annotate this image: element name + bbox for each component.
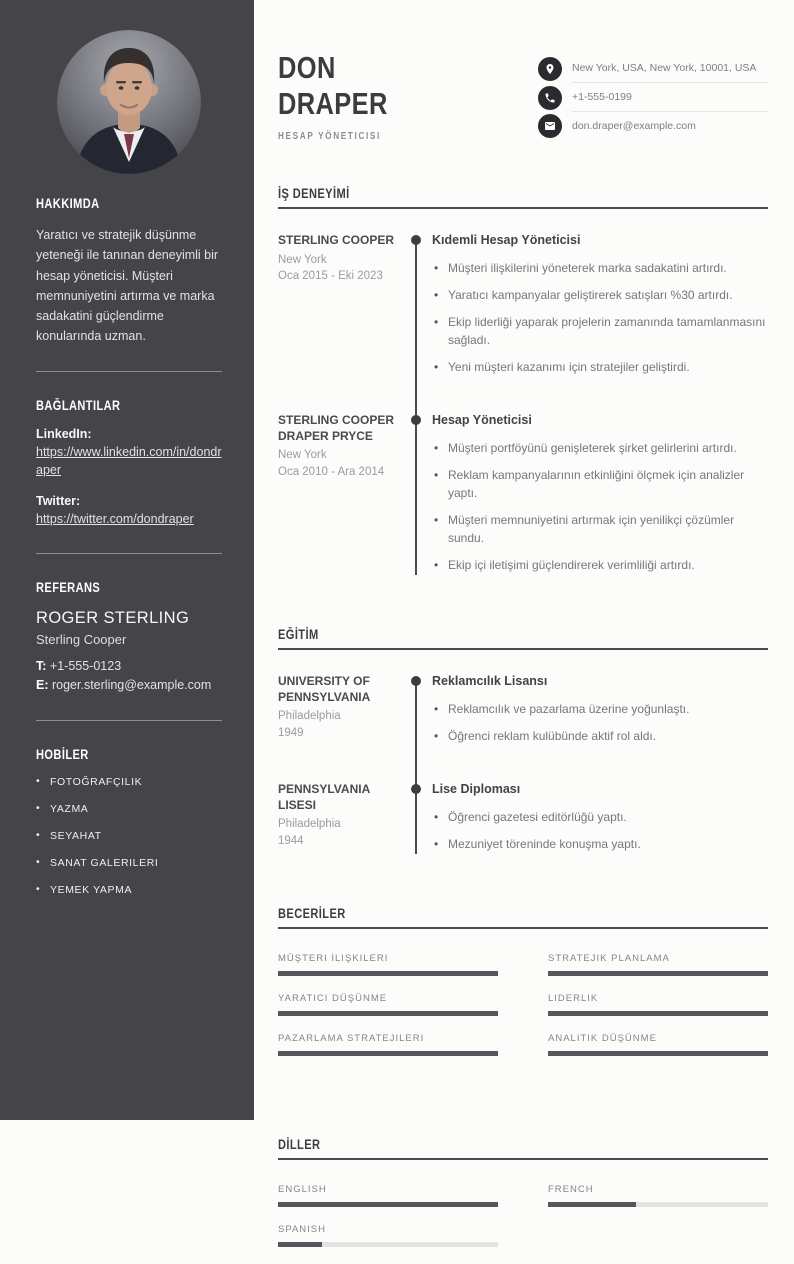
hobby-item: • SEYAHAT (36, 830, 222, 842)
school-name: UNIVERSITY OF PENNSYLVANIA (278, 673, 371, 704)
contact-row-address (538, 54, 768, 83)
language-label: SPANISH (278, 1223, 327, 1235)
skill-bar (278, 971, 498, 976)
envelope-icon (538, 114, 562, 138)
education-entry (278, 674, 768, 782)
languages-heading: DİLLER (278, 1136, 321, 1152)
twitter-link[interactable]: https://twitter.com/dondraper (36, 512, 194, 526)
experience-entry-meta (278, 413, 415, 583)
experience-entry-body (415, 413, 768, 583)
graduation-date: 1944 (278, 834, 304, 847)
bullet: • Yeni müşteri kazanımı için stratejiler geliştirdi. (432, 358, 768, 376)
languages-section (278, 1137, 768, 1264)
degree-title: Lise Diploması (432, 781, 521, 796)
school-location: Philadelphia (278, 818, 341, 831)
experience-entry (278, 413, 768, 583)
education-section (278, 627, 768, 862)
education-entry-body (415, 674, 768, 754)
company-name: STERLING COOPER DRAPER PRYCE (278, 412, 395, 443)
reference-phone (36, 657, 222, 676)
profile-photo (57, 30, 201, 174)
bullet: • Müşteri ilişkilerini yöneterek marka sadakatini artırdı. (432, 259, 768, 277)
education-entry-meta (278, 674, 415, 754)
skills-grid (278, 953, 768, 1073)
language-bar (548, 1202, 768, 1207)
hobby-item: • SANAT GALERILERI (36, 857, 222, 869)
bullet: • Öğrenci gazetesi editörlüğü yaptı. (432, 808, 768, 826)
language-bar (278, 1202, 498, 1207)
skill-bar (548, 1051, 768, 1056)
name-block (278, 50, 412, 142)
school-name: PENNSYLVANIA LISESI (278, 781, 370, 812)
bullet: • Müşteri portföyünü genişleterek şirket gelirlerini artırdı. (432, 439, 768, 457)
contact-row-phone (538, 83, 768, 112)
links-heading: BAĞLANTILAR (36, 397, 121, 413)
employment-dates: Oca 2010 - Ara 2014 (278, 465, 385, 478)
phone-value: +1-555-0123 (49, 658, 122, 673)
role-title: Kıdemli Hesap Yöneticisi (432, 232, 581, 247)
education-entry-body (415, 782, 768, 862)
skill-label: STRATEJIK PLANLAMA (548, 952, 670, 964)
contact-row-email (538, 112, 768, 140)
hobby-item: • YEMEK YAPMA (36, 884, 222, 896)
education-entries (278, 674, 768, 862)
experience-heading: İŞ DENEYİMİ (278, 185, 350, 201)
email-label: E: (36, 678, 49, 693)
email-text: don.draper@example.com (572, 120, 696, 132)
language-bar (278, 1242, 498, 1247)
person-name (278, 50, 388, 122)
skill-bar (278, 1051, 498, 1056)
twitter-label: Twitter: (36, 494, 81, 508)
email-value: roger.sterling@example.com (51, 678, 212, 693)
school-location: Philadelphia (278, 710, 341, 723)
skill-bar (548, 1011, 768, 1016)
bullet: • Öğrenci reklam kulübünde aktif rol aldı. (432, 727, 768, 745)
hobby-item: • YAZMA (36, 803, 222, 815)
sidebar-divider (36, 720, 222, 721)
company-location: New York (278, 449, 327, 462)
skills-section (278, 906, 768, 1073)
sidebar-divider (36, 553, 222, 554)
education-entry (278, 782, 768, 862)
experience-entry-body (415, 233, 768, 385)
reference-name: ROGER STERLING (36, 608, 190, 627)
degree-title: Reklamcılık Lisansı (432, 673, 548, 688)
bullet: • Ekip içi iletişimi güçlendirerek verimliliği artırdı. (432, 556, 768, 574)
skill-label: MÜŞTERI İLIŞKILERI (278, 952, 389, 964)
skill-item (548, 1033, 768, 1056)
skill-label: LIDERLIK (548, 992, 599, 1004)
hobbies-heading: HOBİLER (36, 746, 89, 762)
sidebar-divider (36, 371, 222, 372)
company-location: New York (278, 253, 327, 266)
education-heading: EĞİTİM (278, 626, 319, 642)
reference-email (36, 676, 222, 695)
main-content (254, 0, 794, 1235)
first-name: DON (278, 50, 336, 85)
bullet: • Ekip liderliği yaparak projelerin zamanında tamamlanmasını sağladı. (432, 313, 768, 349)
education-entry-meta (278, 782, 415, 862)
address-text: New York, USA, New York, 10001, USA (572, 54, 768, 83)
role-title: Hesap Yöneticisi (432, 412, 532, 427)
location-pin-icon (538, 57, 562, 81)
hobby-list (36, 776, 222, 896)
skill-label: YARATICI DÜŞÜNME (278, 992, 388, 1004)
skill-item (548, 993, 768, 1016)
linkedin-link[interactable]: https://www.linkedin.com/in/dondraper (36, 444, 222, 478)
bullet: • Yaratıcı kampanyalar geliştirerek satışları %30 artırdı. (432, 286, 768, 304)
about-text: Yaratıcı ve stratejik düşünme yeteneği ile tanınan deneyimli bir hesap yöneticisi. Müşteri memnuniyetini artırma ve marka sadakatini güçlendirme konularında uzman. (36, 228, 219, 344)
experience-entry-meta (278, 233, 415, 385)
role-bullets (432, 439, 768, 574)
skills-heading: BECERİLER (278, 905, 346, 921)
bullet: • Müşteri memnuniyetini artırmak için yenilikçi çözümler sundu. (432, 511, 768, 547)
person-job-title: HESAP YÖNETICISI (278, 130, 381, 142)
experience-section (278, 186, 768, 583)
language-item (548, 1184, 768, 1207)
phone-text: +1-555-0199 (572, 83, 768, 112)
hobby-item: • FOTOĞRAFÇILIK (36, 776, 222, 788)
reference-heading: REFERANS (36, 579, 101, 595)
employment-dates: Oca 2015 - Eki 2023 (278, 270, 383, 283)
skill-item (548, 953, 768, 976)
role-bullets (432, 259, 768, 376)
reference-company: Sterling Cooper (36, 631, 127, 647)
skills-section-head (278, 906, 768, 929)
skill-item (278, 953, 498, 976)
language-label: ENGLISH (278, 1183, 327, 1195)
language-item (278, 1224, 498, 1247)
last-name: DRAPER (278, 85, 388, 121)
degree-bullets (432, 700, 768, 745)
languages-section-head (278, 1137, 768, 1160)
about-heading: HAKKIMDA (36, 196, 100, 211)
languages-grid (278, 1184, 768, 1264)
skill-bar (278, 1011, 498, 1016)
sidebar (0, 0, 254, 1120)
bullet: • Reklam kampanyalarının etkinliğini ölçmek için analizler yaptı. (432, 466, 768, 502)
experience-section-head (278, 186, 768, 209)
language-item (278, 1184, 498, 1207)
link-item-linkedin (36, 427, 222, 481)
company-name: STERLING COOPER (278, 232, 395, 247)
skill-item (278, 993, 498, 1016)
contact-block (538, 54, 768, 140)
skill-item (278, 1033, 498, 1056)
degree-bullets (432, 808, 768, 853)
experience-entries (278, 233, 768, 583)
bullet: • Reklamcılık ve pazarlama üzerine yoğunlaştı. (432, 700, 768, 718)
header (278, 50, 768, 142)
experience-entry (278, 233, 768, 413)
linkedin-label: LinkedIn: (36, 426, 92, 441)
skill-label: ANALITIK DÜŞÜNME (548, 1032, 657, 1044)
bullet: • Mezuniyet töreninde konuşma yaptı. (432, 835, 768, 853)
phone-icon (538, 86, 562, 110)
phone-label: T: (36, 658, 47, 673)
skill-label: PAZARLAMA STRATEJILERI (278, 1032, 425, 1044)
skill-bar (548, 971, 768, 976)
education-section-head (278, 627, 768, 650)
link-item-twitter (36, 494, 222, 529)
language-label: FRENCH (548, 1183, 594, 1195)
graduation-date: 1949 (278, 726, 304, 739)
portrait-illustration (57, 30, 201, 174)
